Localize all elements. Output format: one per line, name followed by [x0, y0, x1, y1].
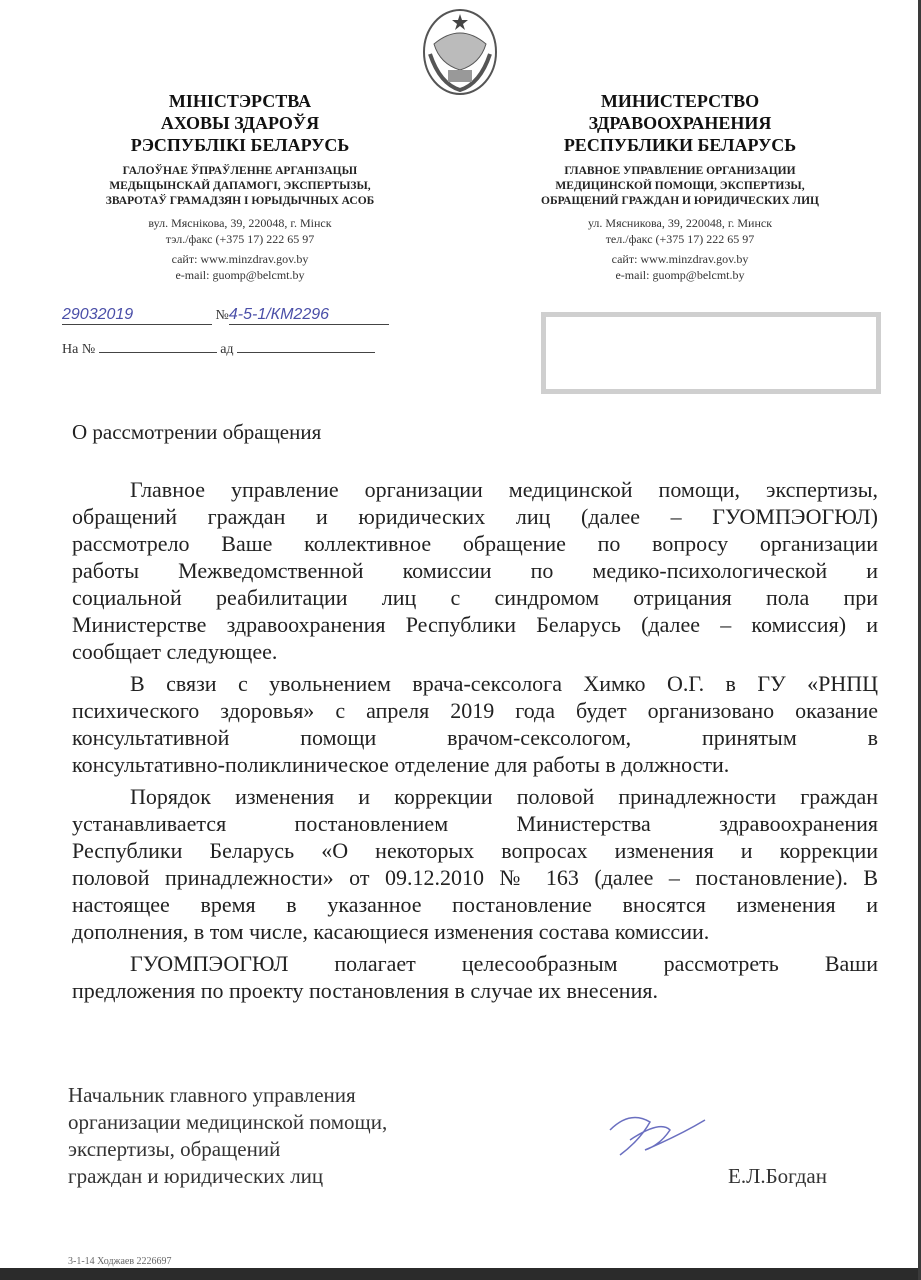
- website: сайт: www.minzdrav.gov.by: [611, 252, 749, 266]
- position-line: организации медицинской помощи,: [68, 1110, 388, 1134]
- text-line: В связи с увольнением врача-сексолога Химко О.Г. в ГУ «РНПЦ: [130, 671, 878, 696]
- text-line: устанавливается постановлением Министерства здравоохранения: [72, 811, 878, 836]
- department-name-by: [95, 164, 385, 209]
- header-russian: [530, 90, 830, 283]
- redacted-addressee-box: [541, 312, 881, 394]
- paragraph: [72, 950, 878, 1004]
- position-line: Начальник главного управления: [68, 1083, 356, 1107]
- outgoing-number: 4-5-1/КМ2296: [229, 306, 389, 325]
- reference-line: [62, 342, 375, 358]
- text-line: Министерстве здравоохранения Республики Беларусь (далее – комиссия) и: [72, 612, 878, 637]
- paragraph: [72, 476, 878, 665]
- address: ул. Мясникова, 39, 220048, г. Минск: [587, 216, 773, 230]
- department-line: МЕДИЦИНСКОЙ ПОМОЩИ, ЭКСПЕРТИЗЫ,: [555, 180, 805, 192]
- from-label: ад: [220, 342, 234, 357]
- website: сайт: www.minzdrav.gov.by: [171, 252, 309, 266]
- text-line: настоящее время в указанное постановление вносятся изменения и: [72, 892, 878, 917]
- department-name-ru: [530, 164, 830, 209]
- ministry-line: МИНИСТЕРСТВО: [600, 91, 760, 111]
- email: e-mail: guomp@belcmt.by: [615, 268, 745, 282]
- number-label: №: [215, 308, 229, 323]
- subject: О рассмотрении обращения: [72, 420, 322, 444]
- text-line: Республики Беларусь «О некоторых вопросах изменения и коррекции: [72, 838, 878, 863]
- address: вул. Мяснікова, 39, 220048, г. Мінск: [148, 216, 332, 230]
- ministry-name-by: [95, 90, 385, 156]
- outgoing-date: 29032019: [62, 306, 212, 325]
- registration-line: [62, 306, 389, 325]
- ministry-line: АХОВЫ ЗДАРОЎЯ: [160, 113, 320, 133]
- text-line: обращений граждан и юридических лиц (далее – ГУОМПЭОГЮЛ): [72, 504, 878, 529]
- text-line: Порядок изменения и коррекции половой принадлежности граждан: [130, 784, 878, 809]
- department-line: ГАЛОЎНАЕ ЎПРАЎЛЕННЕ АРГАНІЗАЦЫІ: [122, 165, 358, 177]
- paragraph: [72, 783, 878, 945]
- ministry-line: ЗДРАВООХРАНЕНИЯ: [588, 113, 772, 133]
- text-line: консультативной помощи врачом-сексологом, принятым в: [72, 725, 878, 750]
- signatory-position: [68, 1082, 387, 1190]
- reference-blank: [99, 352, 217, 353]
- department-line: МЕДЫЦЫНСКАЙ ДАПАМОГІ, ЭКСПЕРТЫЗЫ,: [109, 180, 371, 192]
- text-line: дополнения, в том числе, касающиеся изменения состава комиссии.: [72, 919, 710, 944]
- department-line: ЗВАРОТАЎ ГРАМАДЗЯН І ЮРЫДЫЧНЫХ АСОБ: [105, 195, 375, 207]
- bottom-border: [0, 1268, 921, 1280]
- text-line: Главное управление организации медицинской помощи, экспертизы,: [130, 477, 878, 502]
- ministry-line: РЭСПУБЛІКІ БЕЛАРУСЬ: [130, 135, 350, 155]
- letter-body: [72, 476, 878, 1004]
- department-line: ОБРАЩЕНИЙ ГРАЖДАН И ЮРИДИЧЕСКИХ ЛИЦ: [541, 195, 819, 207]
- email: e-mail: guomp@belcmt.by: [175, 268, 305, 282]
- paragraph: [72, 670, 878, 778]
- phone: тэл./факс (+375 17) 222 65 97: [165, 232, 315, 246]
- department-line: ГЛАВНОЕ УПРАВЛЕНИЕ ОРГАНИЗАЦИИ: [564, 165, 796, 177]
- from-blank: [237, 352, 375, 353]
- text-line: сообщает следующее.: [72, 639, 278, 664]
- header-belarusian: [95, 90, 385, 283]
- position-line: экспертизы, обращений: [68, 1137, 281, 1161]
- text-line: ГУОМПЭОГЮЛ полагает целесообразным рассмотреть Ваши: [130, 951, 878, 976]
- ministry-name-ru: [530, 90, 830, 156]
- position-line: граждан и юридических лиц: [68, 1164, 324, 1188]
- state-emblem: [420, 4, 500, 101]
- text-line: половой принадлежности» от 09.12.2010 № 163 (далее – постановление). В: [72, 865, 878, 890]
- text-line: предложения по проекту постановления в случае их внесения.: [72, 978, 658, 1003]
- handwritten-signature: [600, 1100, 710, 1175]
- text-line: консультативно-поликлиническое отделение для работы в должности.: [72, 752, 730, 777]
- text-line: работы Межведомственной комиссии по медико-психологической и: [72, 558, 878, 583]
- reference-label: На №: [62, 342, 96, 357]
- footer-note: 3-1-14 Ходжаев 2226697: [68, 1256, 172, 1267]
- text-line: психического здоровья» с апреля 2019 года будет организовано оказание: [72, 698, 878, 723]
- text-line: рассмотрело Ваше коллективное обращение по вопросу организации: [72, 531, 878, 556]
- ministry-line: РЕСПУБЛИКИ БЕЛАРУСЬ: [563, 135, 797, 155]
- signatory-name: Е.Л.Богдан: [728, 1164, 827, 1188]
- ministry-line: МІНІСТЭРСТВА: [168, 91, 312, 111]
- text-line: социальной реабилитации лиц с синдромом отрицания пола при: [72, 585, 878, 610]
- phone: тел./факс (+375 17) 222 65 97: [605, 232, 755, 246]
